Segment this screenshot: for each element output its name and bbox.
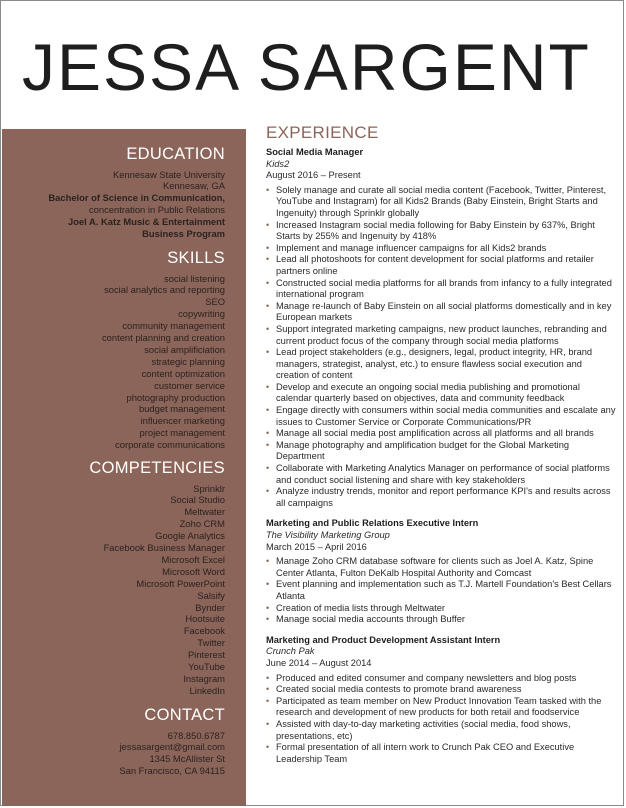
skill-item: corporate communications: [115, 439, 225, 451]
skills-section: [0, 250, 225, 451]
competencies-list: [0, 483, 225, 697]
competency-item: Zoho CRM: [179, 518, 225, 530]
bullet-icon: •: [266, 347, 270, 358]
contact-section: [0, 707, 225, 777]
job-dates: June 2014 – August 2014: [266, 657, 372, 668]
skill-item: social amplificiation: [144, 343, 225, 355]
bullet-text: Assisted with day-to-day marketing activities (social media, food shows, presentations, etc): [276, 718, 571, 741]
competency-item: Facebook: [183, 625, 225, 637]
bullet-icon: •: [266, 219, 270, 230]
bullet-item: [266, 673, 616, 685]
bullet-item: [266, 742, 616, 765]
skill-item: content optimization: [141, 367, 225, 379]
bullet-text: Implement and manage influencer campaigns for all Kids2 brands: [276, 242, 547, 253]
bullet-icon: •: [266, 614, 270, 625]
bullet-icon: •: [266, 277, 270, 288]
education-line: concentration in Public Relations: [88, 204, 225, 216]
bullet-text: Manage photography and amplification budget for the Global Marketing Department: [276, 439, 570, 462]
competency-item: LinkedIn: [189, 684, 225, 696]
bullet-item: [266, 428, 616, 440]
job-list: [266, 147, 616, 765]
contact-item: jessasargent@gmail.com: [119, 741, 225, 753]
bullet-item: [266, 243, 616, 255]
skill-item: copywriting: [178, 308, 225, 320]
skill-item: social analytics and reporting: [104, 284, 225, 296]
bullet-item: [266, 696, 616, 719]
job-company: Kids2: [266, 158, 290, 169]
bullet-text: Increased Instagram social media following for Baby Einstein by 637%, Bright Starts by 255% and Ingenuity by 418%: [276, 219, 595, 242]
bullet-icon: •: [266, 718, 270, 729]
bullet-icon: •: [266, 695, 270, 706]
bullet-item: [266, 614, 616, 626]
competency-item: Bynder: [195, 601, 225, 613]
bullet-icon: •: [266, 242, 270, 253]
bullet-item: [266, 185, 616, 220]
bullet-text: Created social media contests to promote brand awareness: [276, 684, 522, 695]
job-title: Social Media Manager: [266, 147, 364, 157]
competency-item: Facebook Business Manager: [103, 542, 225, 554]
education-line: Business Program: [142, 228, 225, 240]
bullet-text: Creation of media lists through Meltwater: [276, 602, 445, 613]
competency-item: Pinterest: [188, 649, 225, 661]
bullet-item: [266, 220, 616, 243]
job-bullets: [266, 185, 616, 510]
job-company: The Visibility Marketing Group: [266, 530, 390, 540]
skill-item: budget management: [138, 403, 225, 415]
bullet-item: [266, 347, 616, 382]
job-title: Marketing and Product Development Assistant Intern: [266, 634, 501, 645]
bullet-item: [266, 486, 616, 509]
bullet-icon: •: [266, 486, 270, 497]
skill-item: influencer marketing: [140, 415, 225, 427]
bullet-item: [266, 278, 616, 301]
competencies-heading: COMPETENCIES: [89, 459, 225, 477]
experience-heading: EXPERIENCE: [266, 123, 379, 142]
bullet-icon: •: [266, 381, 270, 392]
bullet-text: Manage all social media post amplification across all platforms and all brands: [276, 428, 594, 439]
job-title: Marketing and Public Relations Executive Intern: [266, 518, 479, 529]
job-bullets: [266, 673, 616, 766]
bullet-icon: •: [266, 463, 270, 474]
sidebar: [2, 129, 246, 806]
education-section: [0, 146, 225, 240]
job-dates: August 2016 – Present: [266, 170, 361, 181]
education-line: Kennesaw State University: [112, 168, 225, 180]
bullet-icon: •: [266, 672, 270, 683]
competency-item: Meltwater: [184, 506, 225, 518]
competency-item: Google Analytics: [155, 530, 225, 542]
bullet-item: [266, 463, 616, 486]
bullet-text: Formal presentation of all intern work to Crunch Pak CEO and Executive Leadership Team: [276, 742, 575, 764]
competency-item: Salsify: [197, 589, 225, 601]
education-heading: EDUCATION: [126, 145, 225, 163]
bullet-text: Constructed social media platforms for all brands from infancy to a fully integrated international program: [276, 277, 612, 300]
skill-item: content planning and creation: [101, 332, 225, 344]
job-company: Crunch Pak: [266, 646, 315, 657]
job-bullets: [266, 556, 616, 626]
skill-item: project management: [139, 427, 225, 439]
competency-item: Microsoft Excel: [161, 553, 225, 565]
skill-item: strategic planning: [151, 355, 225, 367]
bullet-item: [266, 440, 616, 463]
job-entry: [266, 147, 616, 509]
bullet-icon: •: [266, 684, 270, 695]
competency-item: Sprinklr: [193, 482, 225, 494]
competency-item: Hootsuite: [185, 613, 225, 625]
education-line: Kennesaw, GA: [162, 180, 225, 192]
competencies-section: [0, 460, 225, 697]
bullet-icon: •: [266, 405, 270, 416]
bullet-icon: •: [266, 602, 270, 613]
bullet-item: [266, 301, 616, 324]
bullet-text: Produced and edited consumer and company newsletters and blog posts: [276, 672, 577, 683]
bullet-text: Participated as team member on New Product Innovation Team tasked with the research and development of new products for both retail and foodservice: [276, 695, 602, 718]
bullet-icon: •: [266, 323, 270, 334]
bullet-item: [266, 405, 616, 428]
bullet-text: Manage social media accounts through Buffer: [276, 614, 465, 625]
bullet-icon: •: [266, 300, 270, 311]
bullet-item: [266, 324, 616, 347]
job-entry: [266, 518, 616, 625]
contact-item: 678.850.6787: [167, 729, 225, 741]
contact-heading: CONTACT: [144, 706, 225, 724]
job-entry: [266, 635, 616, 766]
bullet-text: Manage re-launch of Baby Einstein on all social platforms domestically and in key European markets: [276, 300, 612, 323]
competency-item: Social Studio: [170, 494, 225, 506]
bullet-item: [266, 556, 616, 579]
bullet-item: [266, 579, 616, 602]
bullet-icon: •: [266, 439, 270, 450]
contact-item: 1345 McAllister St: [149, 753, 225, 765]
bullet-icon: •: [266, 184, 270, 195]
bullet-text: Develop and execute an ongoing social media publishing and promotional calendar quarterly based on objectives, data and community feedback: [276, 381, 580, 404]
bullet-text: Analyze industry trends, monitor and report performance KPI's and results across all campaigns: [276, 486, 611, 508]
contact-item: San Francisco, CA 94115: [119, 765, 225, 777]
education-line: Bachelor of Science in Communication,: [48, 192, 225, 204]
skills-list: [0, 273, 225, 452]
bullet-text: Solely manage and curate all social media content (Facebook, Twitter, Pinterest, YouTube and Instagram) for all Kids2 Brands (Baby Einstein, Bright Starts and Ingenuity) through Sprinklr globally: [276, 184, 607, 218]
competency-item: Microsoft PowerPoint: [136, 577, 225, 589]
bullet-text: Engage directly with consumers within social media communities and escalate any issues to Customer Service or Corporate Communications/PR: [276, 405, 616, 427]
competency-item: YouTube: [188, 661, 225, 673]
contact-list: [0, 730, 225, 778]
skill-item: SEO: [205, 296, 225, 308]
bullet-icon: •: [266, 556, 270, 567]
bullet-item: [266, 603, 616, 615]
bullet-text: Event planning and implementation such as T.J. Martell Foundation's Best Cellars Atlanta: [276, 579, 612, 601]
bullet-item: [266, 382, 616, 405]
competency-item: Microsoft Word: [162, 565, 225, 577]
bullet-text: Support integrated marketing campaigns, new product launches, rebranding and current product focus of the company through social media platforms: [276, 323, 607, 346]
bullet-icon: •: [266, 579, 270, 590]
candidate-name: JESSA SARGENT: [22, 30, 591, 104]
bullet-text: Manage Zoho CRM database software for clients such as Joel A. Katz, Spine Center Atlanta, Fulton DeKalb Hospital Authority and Comcast: [276, 556, 594, 578]
bullet-icon: •: [266, 742, 270, 753]
bullet-item: [266, 684, 616, 696]
competency-item: Twitter: [197, 637, 225, 649]
bullet-text: Lead all photoshoots for content development for social platforms and retailer partners online: [276, 254, 594, 276]
bullet-text: Lead project stakeholders (e.g., designers, legal, product integrity, HR, brand managers, strategist, analyst, etc.) to ensure flawless social execution and creation of content: [276, 347, 593, 381]
bullet-item: [266, 254, 616, 277]
experience-section: [266, 124, 616, 774]
skill-item: social listening: [164, 272, 225, 284]
skill-item: customer service: [154, 379, 225, 391]
bullet-text: Collaborate with Marketing Analytics Manager on performance of social platforms and conduct social listening and share with key stakeholders: [276, 463, 610, 485]
skills-heading: SKILLS: [167, 249, 225, 267]
bullet-icon: •: [266, 428, 270, 439]
education-line: Joel A. Katz Music & Entertainment: [68, 216, 225, 228]
skill-item: community management: [122, 320, 225, 332]
skill-item: photography production: [126, 391, 225, 403]
competency-item: Instagram: [183, 673, 225, 684]
bullet-icon: •: [266, 254, 270, 265]
education-lines: [0, 169, 225, 240]
bullet-item: [266, 719, 616, 742]
job-dates: March 2015 – April 2016: [266, 541, 367, 552]
